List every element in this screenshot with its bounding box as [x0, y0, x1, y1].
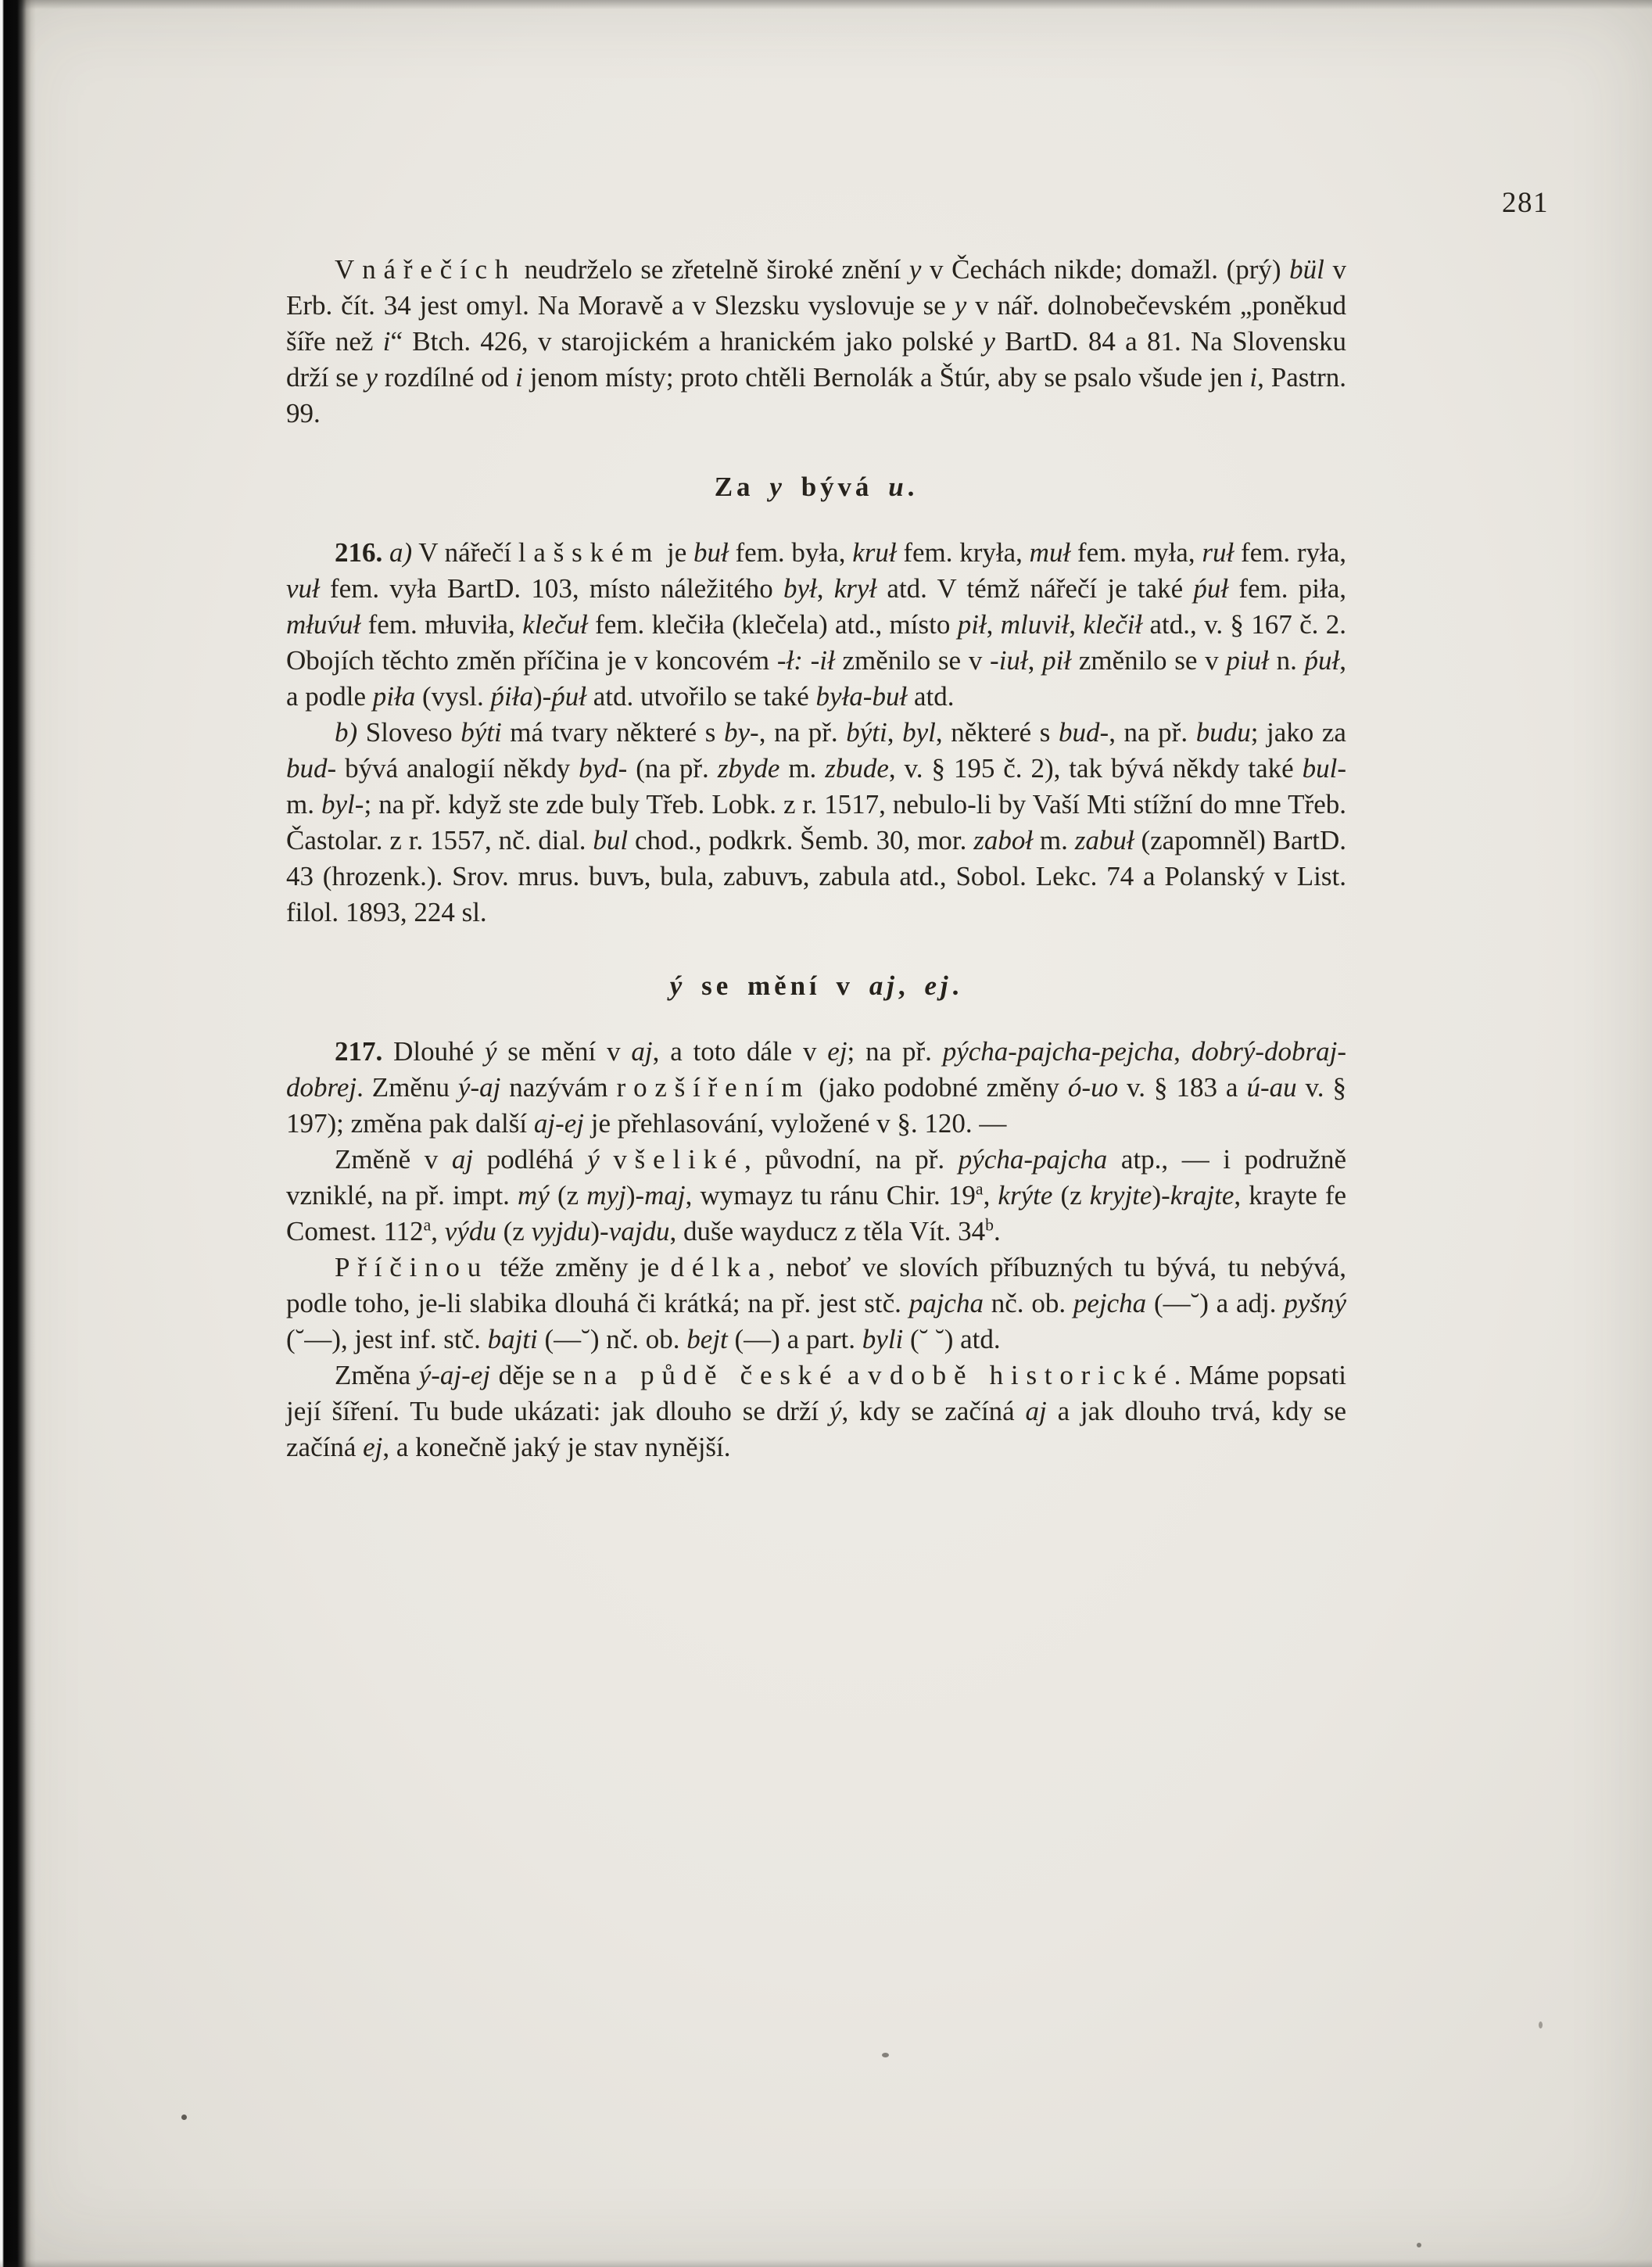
text-run: ṕuł: [1304, 645, 1340, 676]
text-run: y: [954, 290, 967, 321]
text-run: v Čechách nikde; domažl. (prý): [921, 254, 1290, 285]
text-run: fem. kryła,: [896, 537, 1030, 568]
text-run: , krayte fe Comest. 112: [286, 1180, 1347, 1246]
text-run: změnilo se v: [834, 645, 991, 676]
text-run: , neboť ve slovích příbuzných tu bývá, tu nebývá, podle toho, je-li slabika dlouhá či krátká; na př. jest stč.: [286, 1252, 1346, 1318]
text-run: (z: [1052, 1180, 1090, 1211]
text-run: b): [335, 717, 358, 748]
text-run: ṕuł: [1193, 573, 1229, 604]
text-run: (—˘) a adj.: [1146, 1288, 1285, 1318]
text-run: byli: [862, 1324, 904, 1354]
text-run: piła: [372, 681, 416, 712]
text-run: krył: [833, 573, 877, 604]
section-heading: [286, 469, 1346, 505]
text-run: buł: [693, 537, 729, 568]
text-run: atd.: [907, 681, 955, 712]
text-run: fem. piła,: [1228, 573, 1347, 604]
text-run: výdu: [444, 1216, 496, 1246]
text-run: pił: [1042, 645, 1072, 676]
text-run: aj: [869, 970, 898, 1001]
text-run: ,: [1027, 645, 1043, 676]
text-column: [286, 252, 1346, 1465]
text-run: m.: [1033, 825, 1075, 856]
text-run: klečił: [1083, 609, 1143, 640]
text-run: młuv́uł: [286, 609, 361, 640]
text-run: ,: [898, 970, 925, 1001]
text-run: , wymayz tu ránu Chir. 19: [685, 1180, 976, 1211]
text-run: se mění v: [686, 970, 869, 1001]
text-run: ej: [924, 970, 952, 1001]
text-run: y: [365, 362, 378, 393]
text-run: rozdílné od: [377, 362, 516, 393]
text-run: zbyde: [717, 753, 780, 784]
text-run: , a toto dále v: [652, 1036, 828, 1067]
text-run: b: [985, 1215, 994, 1235]
text-run: zabuł: [1074, 825, 1134, 856]
text-run: na půdě české: [583, 1360, 840, 1390]
text-run: (˘—), jest inf. stč.: [286, 1324, 488, 1354]
paragraph: [286, 535, 1346, 715]
text-run: zaboł: [973, 825, 1034, 856]
text-run: była-buł: [815, 681, 908, 712]
section-heading: [286, 968, 1346, 1004]
text-run: (z: [549, 1180, 587, 1211]
text-run: pejcha: [1073, 1288, 1147, 1318]
text-run: , v. § 195 č. 2), tak bývá někdy také: [888, 753, 1303, 784]
text-run: .: [993, 1216, 1001, 1246]
paragraph: [286, 1034, 1346, 1142]
text-run: ṕuł: [551, 681, 586, 712]
text-run: (—˘) nč. ob.: [537, 1324, 687, 1354]
text-run: y: [908, 254, 922, 285]
text-run: )-: [625, 1180, 645, 1211]
text-run: (z: [496, 1216, 532, 1246]
text-run: fem. klečiła (klečela) atd., místo: [587, 609, 958, 640]
text-run: aj: [1025, 1396, 1047, 1426]
text-run: by-: [724, 717, 759, 748]
text-run: ; jako za: [1250, 717, 1346, 748]
text-run: (vysl.: [415, 681, 491, 712]
text-run: podléhá: [473, 1144, 588, 1175]
text-run: , na př.: [758, 717, 847, 748]
text-run: pajcha: [908, 1288, 984, 1318]
text-run: myj: [586, 1180, 626, 1211]
text-run: , kdy se začíná: [841, 1396, 1026, 1426]
text-run: se mění v: [496, 1036, 632, 1067]
text-run: kruł: [852, 537, 897, 568]
paragraph: [286, 1250, 1346, 1358]
text-run: aj-ej: [533, 1108, 584, 1139]
text-run: fem. młuviła,: [360, 609, 523, 640]
text-run: chod., podkrk. Šemb. 30, mor.: [628, 825, 974, 856]
text-run: y: [769, 472, 786, 502]
text-run: bul-: [1302, 753, 1346, 784]
text-run: v. § 183 a: [1118, 1072, 1247, 1103]
text-run: )-: [590, 1216, 609, 1246]
scan-top-edge-shadow: [0, 0, 1652, 9]
text-run: i: [1249, 362, 1258, 393]
text-run: bývá analogií někdy: [336, 753, 579, 784]
text-run: byd-: [579, 753, 628, 784]
text-run: BartD. 84 a 81. Na Slovensku drží se: [286, 326, 1346, 393]
text-run: všeliké: [613, 1144, 745, 1175]
text-run: a v: [839, 1360, 891, 1390]
text-run: nč. ob.: [983, 1288, 1073, 1318]
text-run: atd. V témž nářečí je také: [876, 573, 1194, 604]
text-run: je přehlasování, vyložené v §. 120. —: [584, 1108, 1007, 1139]
scan-speck: [1417, 2243, 1421, 2247]
text-run: ṕiła: [490, 681, 533, 712]
text-run: fem. myła,: [1070, 537, 1202, 568]
text-run: a jak dlouho trvá, kdy se začíná: [286, 1396, 1346, 1462]
paragraph: [286, 1358, 1346, 1465]
text-run: fem. ryła,: [1234, 537, 1347, 568]
text-run: piuł: [1226, 645, 1269, 676]
text-run: y: [983, 326, 995, 357]
text-run: byl-: [321, 789, 364, 820]
scan-speck: [882, 2053, 889, 2057]
text-run: Sloveso: [357, 717, 461, 748]
text-run: , a konečně jaký je stav nynější.: [382, 1432, 731, 1462]
text-run: ý: [669, 970, 686, 1001]
text-run: . Změnu: [357, 1072, 458, 1103]
text-run: n.: [1268, 645, 1305, 676]
text-run: má tvary některé s: [501, 717, 725, 748]
text-run: , a podle: [286, 645, 1347, 712]
text-run: m.: [779, 753, 826, 784]
text-run: v Erb. čít. 34 jest omyl. Na Moravě a v Slezsku vyslovuje se: [286, 254, 1346, 321]
text-run: (˘ ˘) atd.: [903, 1324, 1001, 1354]
text-run: jenom místy; proto chtěli Bernolák a Štúr, aby se psalo všude jen: [522, 362, 1250, 393]
text-run: neudrželo se zřetelně široké znění: [516, 254, 909, 285]
book-binding-shadow: [0, 0, 36, 2267]
text-run: bajti: [487, 1324, 538, 1354]
text-run: ,: [986, 609, 1001, 640]
text-run: atp., — i podružně vzniklé, na př. impt.: [286, 1144, 1346, 1211]
text-run: pił: [957, 609, 987, 640]
text-run: pýcha-pajcha-pejcha: [942, 1036, 1174, 1067]
text-run: maj: [644, 1180, 686, 1211]
text-run: ó-uo: [1067, 1072, 1119, 1103]
text-run: v. § 197); změna pak další: [286, 1072, 1347, 1139]
text-run: délka: [670, 1252, 769, 1282]
text-run: fem. vyła BartD. 103, místo náležitého: [319, 573, 783, 604]
text-run: 216.: [335, 537, 383, 568]
text-run: ý: [587, 1144, 600, 1175]
text-run: Změna: [335, 1360, 419, 1390]
text-run: ,: [1069, 609, 1084, 640]
text-run: atd., v. § 167 č. 2. Obojích těchto změn příčina je v koncovém: [286, 609, 1347, 676]
text-run: V nářečí: [412, 537, 518, 568]
text-run: pýcha-pajcha: [958, 1144, 1108, 1175]
text-run: , některé s: [935, 717, 1059, 748]
text-run: bul: [593, 825, 629, 856]
text-run: muł: [1029, 537, 1071, 568]
text-run: 217.: [335, 1036, 383, 1067]
text-run: ; na př. když ste zde buly Třeb. Lobk. z r. 1517, nebulo-li by Vaší Mti stížní do mne Třeb. Častolar. z r. 1557, nč. dial.: [286, 789, 1346, 856]
text-run: Příčinou: [335, 1252, 489, 1282]
text-run: budu: [1195, 717, 1251, 748]
text-run: -iuł: [990, 645, 1028, 676]
text-run: době historické: [890, 1360, 1174, 1390]
text-run: . Máme popsati její šíření. Tu bude ukázati: jak dlouho se drží: [286, 1360, 1346, 1426]
scan-speck: [181, 2115, 187, 2120]
text-run: mluvił: [1000, 609, 1070, 640]
text-run: Za: [714, 472, 770, 502]
text-run: (—) a part.: [727, 1324, 862, 1354]
text-run: .: [951, 970, 963, 1001]
text-run: .: [907, 472, 919, 502]
text-run: ý: [829, 1396, 842, 1426]
text-run: [382, 537, 389, 568]
text-run: ý: [484, 1036, 497, 1067]
text-run: a: [423, 1215, 432, 1235]
scan-speck: [1539, 2021, 1543, 2028]
text-run: (na př.: [627, 753, 718, 784]
text-run: , na př.: [1109, 717, 1196, 748]
scan-bottom-edge-shadow: [0, 2259, 1652, 2267]
text-run: ,: [431, 1216, 445, 1246]
text-run: bejt: [686, 1324, 728, 1354]
text-run: ú-au: [1246, 1072, 1297, 1103]
text-run: (jako podobné změny: [810, 1072, 1068, 1103]
text-run: bývá: [785, 472, 889, 502]
text-run: v nář. dolnobečevském „poněkud šíře než: [286, 290, 1347, 357]
paragraph: [286, 1142, 1346, 1250]
text-run: ruł: [1202, 537, 1235, 568]
text-run: a: [975, 1179, 984, 1199]
text-run: )-: [1152, 1180, 1170, 1211]
text-run: -ł:: [776, 645, 803, 676]
text-run: ý-aj: [457, 1072, 501, 1103]
text-run: bud-: [286, 753, 337, 784]
text-run: aj: [631, 1036, 653, 1067]
text-run: V: [335, 254, 363, 285]
text-run: -ił: [810, 645, 835, 676]
text-run: vuł: [286, 573, 320, 604]
text-run: ,: [816, 573, 834, 604]
text-run: fem. była,: [728, 537, 853, 568]
text-run: Změně v: [335, 1144, 452, 1175]
text-run: nazývám: [500, 1072, 617, 1103]
text-run: ej: [827, 1036, 848, 1067]
text-run: téže změny je: [489, 1252, 671, 1282]
text-run: nářečích: [362, 254, 517, 285]
text-run: krýte: [998, 1180, 1053, 1211]
text-run: i: [382, 326, 391, 357]
text-run: klečuł: [522, 609, 588, 640]
text-run: ; na př.: [847, 1036, 943, 1067]
text-run: Dlouhé: [382, 1036, 485, 1067]
text-run: rozšířením: [616, 1072, 811, 1103]
text-run: bül: [1289, 254, 1324, 285]
text-run: )-: [532, 681, 552, 712]
text-run: atd. utvořilo se také: [586, 681, 816, 712]
text-run: lašském: [518, 537, 661, 568]
text-run: vajdu: [608, 1216, 670, 1246]
paragraph: [286, 715, 1346, 931]
text-run: změnilo se v: [1071, 645, 1227, 676]
text-run: býti: [846, 717, 887, 748]
text-run: je: [660, 537, 694, 568]
text-run: dobrý-dobraj-dobrej: [286, 1036, 1347, 1103]
text-run: ý-aj-ej: [418, 1360, 491, 1390]
text-run: (zapomněl) BartD. 43 (hrozenk.). Srov. mrus. buvъ, bula, zabuvъ, zabula atd., Sobol. Lekc. 74 a Polanský v List. filol. 1893, 224 sl.: [286, 825, 1346, 927]
text-run: zbude: [825, 753, 889, 784]
text-run: bud-: [1059, 717, 1109, 748]
text-run: a): [389, 537, 413, 568]
text-run: “ Btch. 426, v starojickém a hranickém jako polské: [390, 326, 984, 357]
text-run: býti: [460, 717, 502, 748]
page-number: 281: [1502, 187, 1549, 219]
text-run: [803, 645, 811, 676]
text-run: , původní, na př.: [744, 1144, 959, 1175]
text-run: m.: [286, 789, 322, 820]
text-run: děje se: [490, 1360, 584, 1390]
text-run: ,: [983, 1180, 998, 1211]
text-run: aj: [451, 1144, 474, 1175]
text-run: ,: [1174, 1036, 1192, 1067]
text-run: pyšný: [1284, 1288, 1346, 1318]
text-run: , Pastrn. 99.: [286, 362, 1346, 429]
text-run: byl: [902, 717, 936, 748]
text-run: i: [515, 362, 523, 393]
text-run: kryjte: [1089, 1180, 1152, 1211]
text-run: u: [888, 472, 908, 502]
text-run: ej: [363, 1432, 383, 1462]
text-run: był: [783, 573, 817, 604]
text-run: , duše wayducz z těla Vít. 34: [669, 1216, 986, 1246]
paragraph: [286, 252, 1346, 432]
text-run: ,: [887, 717, 903, 748]
text-run: vyjdu: [531, 1216, 591, 1246]
text-run: mý: [518, 1180, 550, 1211]
text-run: krajte: [1170, 1180, 1235, 1211]
text-run: [600, 1144, 614, 1175]
